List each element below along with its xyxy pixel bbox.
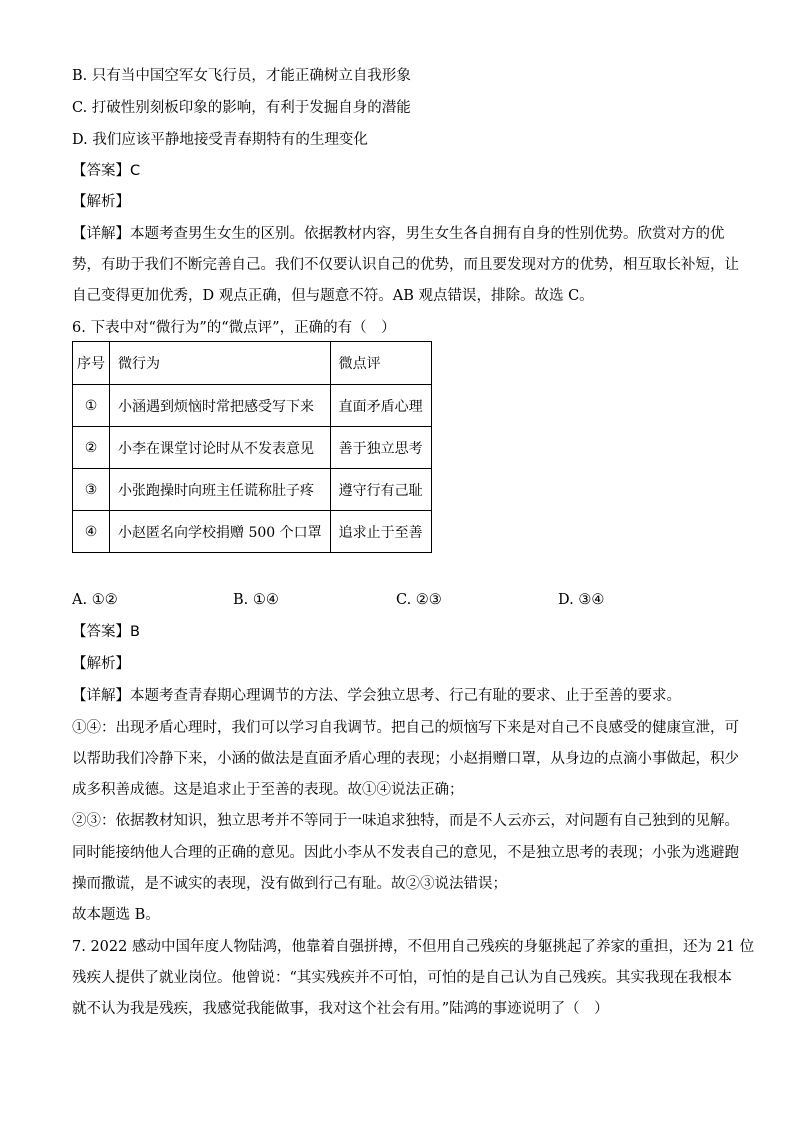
table-cell: 追求止于至善 [330,511,431,553]
table-row [73,511,432,553]
table-row [73,385,432,427]
q6-option-d: D. ③④ [558,592,605,608]
q6-table [72,341,432,553]
q6-detail-line-4: 成多积善成德。这是追求止于至善的表现。故①④说法正确； [72,782,464,798]
q6-detail-line-3: 以帮助我们冷静下来，小涵的做法是直面矛盾心理的表现；小赵捐赠口罩，从身边的点滴小事做起，积少 [72,751,739,767]
q5-answer: 【答案】C [72,163,141,179]
q7-stem-line-3: 就不认为我是残疾，我感觉我能做事，我对这个社会有用。”陆鸿的事迹说明了（ ） [72,1001,609,1017]
table-cell: ③ [73,469,110,511]
table-row [73,469,432,511]
table-cell: 小涵遇到烦恼时常把感受写下来 [110,385,331,427]
q6-detail-line-2: ①④：出现矛盾心理时，我们可以学习自我调节。把自己的烦恼写下来是对自己不良感受的健康宣泄，可 [72,720,739,736]
q6-detail-line-1: 【详解】本题考查青春期心理调节的方法、学会独立思考、行己有耻的要求、止于至善的要求。 [72,688,681,704]
q5-detail-line-3: 自己变得更加优秀，D 观点正确，但与题意不符。AB 观点错误，排除。故选 C。 [72,288,594,304]
table-cell: 小张跑操时向班主任谎称肚子疼 [110,469,331,511]
q5-option-d: D. 我们应该平静地接受青春期特有的生理变化 [72,132,368,148]
q7-stem-line-2: 残疾人提供了就业岗位。他曾说：“其实残疾并不可怕，可怕的是自己认为自己残疾。其实我现在我根本 [72,970,732,986]
q5-detail-line-1: 【详解】本题考查男生女生的区别。依据教材内容，男生女生各自拥有自身的性别优势。欣赏对方的优 [72,226,725,242]
q5-analysis-label: 【解析】 [72,194,130,210]
q6-options [72,592,732,612]
table-cell: ② [73,427,110,469]
table-header-cell: 微行为 [110,342,331,385]
table-cell: 小赵匿名向学校捐赠 500 个口罩 [110,511,331,553]
q6-detail-line-6: 同时能接纳他人合理的正确的意见。因此小李从不发表自己的意见，不是独立思考的表现；小张为逃避跑 [72,845,739,861]
q6-option-a: A. ①② [72,592,118,608]
table-header-cell: 微点评 [330,342,431,385]
q7-stem-line-1: 7. 2022 感动中国年度人物陆鸿，他靠着自强拼搏，不但用自己残疾的身躯挑起了养家的重担，还为 21 位 [72,939,755,955]
table-cell: 小李在课堂讨论时从不发表意见 [110,427,331,469]
q6-option-b: B. ①④ [233,592,279,608]
q6-detail-line-8: 故本题选 B。 [72,907,160,923]
table-header-cell: 序号 [73,342,110,385]
table-cell: 遵守行有己耻 [330,469,431,511]
table-cell: ① [73,385,110,427]
q6-option-c: C. ②③ [396,592,442,608]
table-cell: ④ [73,511,110,553]
q6-detail-line-7: 操而撒谎，是不诚实的表现，没有做到行己有耻。故②③说法错误； [72,876,507,892]
table-cell: 直面矛盾心理 [330,385,431,427]
q5-option-b: B. 只有当中国空军女飞行员，才能正确树立自我形象 [72,68,411,84]
table-row [73,427,432,469]
q6-answer: 【答案】B [72,624,140,640]
table-header-row [73,342,432,385]
q5-option-c: C. 打破性别刻板印象的影响，有利于发掘自身的潜能 [72,100,411,116]
q6-analysis-label: 【解析】 [72,656,130,672]
q5-detail-line-2: 势，有助于我们不断完善自己。我们不仅要认识自己的优势，而且要发现对方的优势，相互取长补短，让 [72,257,739,273]
table-cell: 善于独立思考 [330,427,431,469]
q6-detail-line-5: ②③：依据教材知识，独立思考并不等同于一味追求独特，而是不人云亦云，对问题有自己独到的见解。 [72,813,739,829]
q6-stem: 6. 下表中对“微行为”的“微点评”，正确的有（ ） [72,320,396,336]
